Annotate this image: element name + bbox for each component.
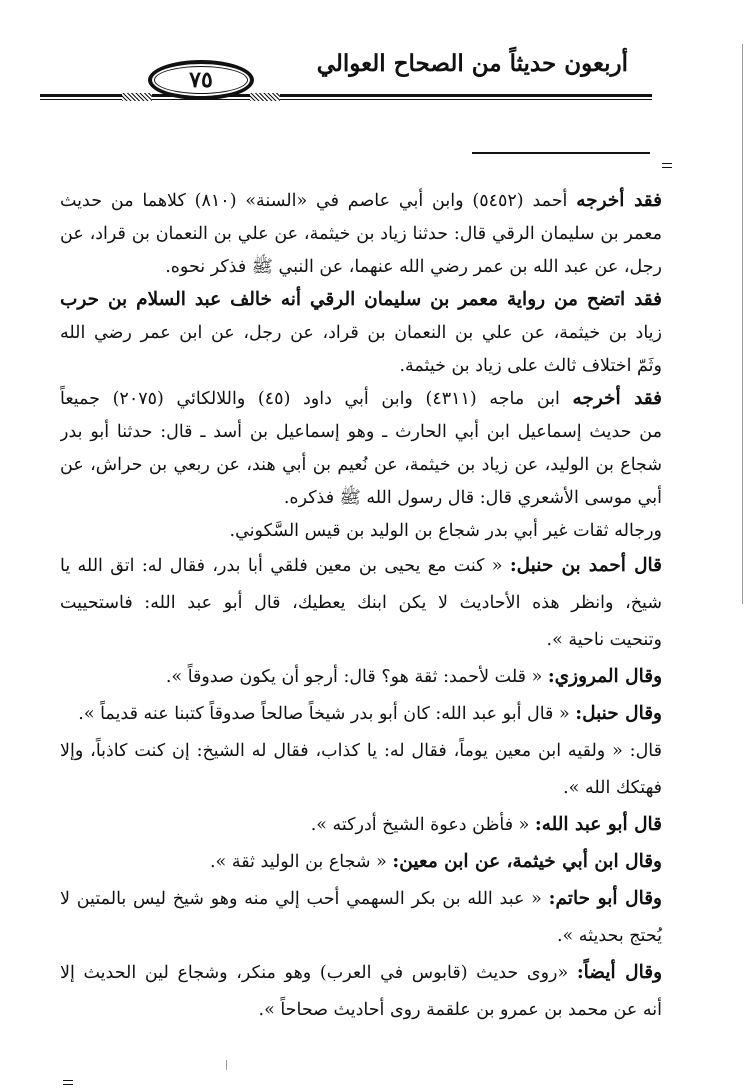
line-rest: من حديث إسماعيل ابن أبي الحارث ـ وهو إسماعيل بن أسد ـ قال: حدثنا أبو بدر xyxy=(60,422,662,442)
line-rest: « شجاع بن الوليد ثقة ». xyxy=(209,852,393,872)
line-rest: أبي موسى الأشعري قال: قال رسول الله ﷺ فذكره. xyxy=(283,488,662,508)
text-line xyxy=(60,514,662,547)
page-edge-line xyxy=(742,44,743,604)
line-lead: وقال أبو حاتم: xyxy=(548,888,662,909)
line-rest: زياد بن خيثمة، عن علي بن النعمان بن قراد، عن رجل، عن ابن عمر رضي الله xyxy=(60,323,662,343)
text-line xyxy=(60,316,662,349)
line-lead: قال أبو عبد الله: xyxy=(534,814,662,835)
line-rest: ابن ماجه (٤٣١١) وابن أبي داود (٤٥) واللالكائي (٢٠٧٥) جميعاً xyxy=(60,389,573,409)
page-number: ٧٥ xyxy=(189,67,213,93)
margin-mark-top xyxy=(662,163,672,168)
line-rest: وتنحيت ناحية ». xyxy=(546,630,662,650)
line-lead: فقد اتضح من رواية معمر بن سليمان الرقي أنه خالف عبد السلام بن حرب xyxy=(60,289,662,310)
line-lead: وقال أيضاً: xyxy=(576,962,662,983)
stray-mark xyxy=(226,1060,227,1070)
line-rest: رجل، عن عبد الله بن عمر رضي الله عنهما، عن النبي ﷺ فذكر نحوه. xyxy=(165,257,662,277)
line-rest: قال: « ولقيه ابن معين يوماً، فقال له: يا كذاب، فقال له الشيخ: إن كنت كاذباً، وإلا xyxy=(60,741,662,761)
text-line xyxy=(60,584,662,621)
text-line xyxy=(60,349,662,382)
text-line xyxy=(60,880,662,917)
text-line xyxy=(60,481,662,514)
line-lead: وقال ابن أبي خيثمة، عن ابن معين: xyxy=(392,851,662,872)
text-line xyxy=(60,769,662,806)
line-rest: شيخ، وانظر هذه الأحاديث لا يكن ابنك يعطيك، قال أبو عبد الله: فاستحييت xyxy=(60,593,662,613)
line-rest: « قلت لأحمد: ثقة هو؟ قال: أرجو أن يكون صدوقاً ». xyxy=(165,667,548,687)
line-rest: « كنت مع يحيى بن معين فلقي أبا بدر، فقال له: اتق الله يا xyxy=(60,556,510,576)
text-line xyxy=(60,415,662,448)
line-rest: ورجاله ثقات غير أبي بدر شجاع بن الوليد بن قيس السَّكوني. xyxy=(229,521,662,541)
text-line xyxy=(60,448,662,481)
text-line xyxy=(60,250,662,283)
page-number-badge xyxy=(148,60,254,100)
text-line xyxy=(60,217,662,250)
text-line xyxy=(60,806,662,843)
text-line xyxy=(60,382,662,415)
text-line xyxy=(60,547,662,584)
line-lead: وقال حنبل: xyxy=(575,703,662,724)
line-lead: وقال المروزي: xyxy=(547,666,662,687)
header-ornament-right xyxy=(250,93,280,101)
line-rest: أحمد (٥٤٥٢) وابن أبي عاصم في «السنة» (٨١٠) كلاهما من حديث xyxy=(60,191,577,211)
text-line xyxy=(60,732,662,769)
line-rest: معمر بن سليمان الرقي قال: حدثنا زياد بن خيثمة، عن علي بن النعمان بن قراد، عن xyxy=(60,224,662,244)
line-rest: «روى حديث (قابوس في العرب) وهو منكر، وشجاع لين الحديث إلا xyxy=(60,963,577,983)
text-line xyxy=(60,283,662,316)
line-rest: أنه عن محمد بن عمرو بن علقمة روى أحاديث صحاحاً ». xyxy=(258,1000,662,1020)
running-header-title: أربعون حديثاً من الصحاح العوالي xyxy=(316,50,628,77)
line-rest: وثَمّ اختلاف ثالث على زياد بن خيثمة. xyxy=(399,356,662,376)
text-line xyxy=(60,695,662,732)
text-line xyxy=(60,658,662,695)
line-lead: فقد أخرجه xyxy=(572,388,662,409)
line-rest: فهتكك الله ». xyxy=(563,778,662,798)
text-line xyxy=(60,843,662,880)
text-line xyxy=(60,954,662,991)
line-rest: يُحتج بحديثه ». xyxy=(556,926,662,946)
line-rest: « قال أبو عبد الله: كان أبو بدر شيخاً صالحاً صدوقاً كتبنا عنه قديماً ». xyxy=(78,704,576,724)
line-rest: « فأظن دعوة الشيخ أدركته ». xyxy=(310,815,535,835)
line-rest: « عبد الله بن بكر السهمي أحب إلي منه وهو شيخ ليس بالمتين لا xyxy=(60,889,549,909)
section-separator xyxy=(472,152,650,154)
margin-mark-bottom xyxy=(63,1080,73,1085)
body-text xyxy=(60,184,662,1028)
text-line xyxy=(60,991,662,1028)
line-rest: شجاع بن الوليد، عن زياد بن خيثمة، عن نُعيم بن أبي هند، عن ربعي بن حراش، عن xyxy=(60,455,662,475)
line-lead: فقد أخرجه xyxy=(576,190,662,211)
text-line xyxy=(60,917,662,954)
line-lead: قال أحمد بن حنبل: xyxy=(509,555,662,576)
header-ornament-left xyxy=(122,93,152,101)
text-line xyxy=(60,184,662,217)
text-line xyxy=(60,621,662,658)
